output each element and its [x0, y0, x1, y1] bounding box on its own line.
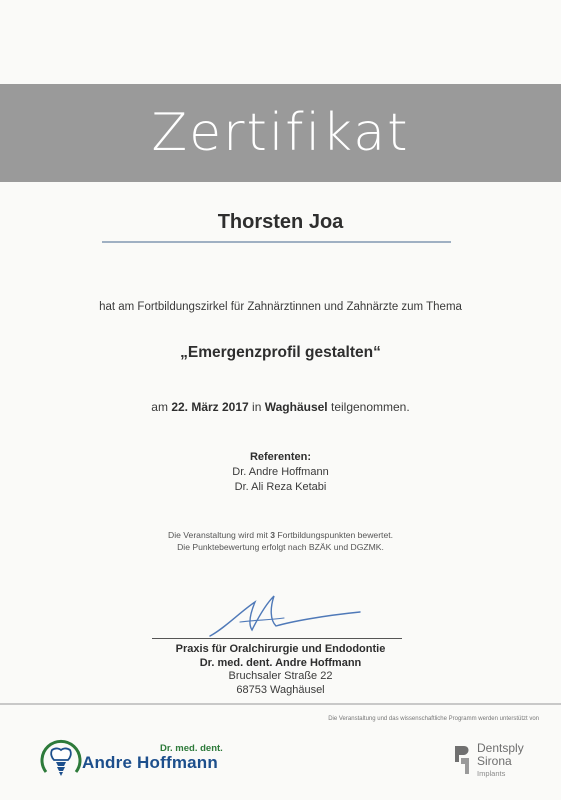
intro-text: hat am Fortbildungszirkel für Zahnärztinnen und Zahnärzte zum Thema [99, 301, 462, 313]
title-band [0, 84, 561, 182]
date-line [0, 400, 561, 414]
logo-name: Andre Hoffmann [82, 753, 218, 772]
points-count: 3 [270, 530, 275, 540]
event-place: Waghäusel [264, 400, 328, 414]
practice-doctor: Dr. med. dent. Andre Hoffmann [199, 656, 362, 669]
practice-street: Bruchsaler Straße 22 [228, 670, 333, 682]
date-prefix: am [151, 400, 168, 414]
referents-heading: Referenten: [249, 451, 312, 463]
tooth-implant-icon [38, 738, 84, 784]
referents-block [0, 450, 561, 495]
implants-word: Implants [477, 769, 506, 778]
signature-line [152, 638, 402, 639]
points-line-1 [0, 530, 561, 542]
date-suffix: teilgenommen. [330, 400, 410, 414]
dentsply-word: Dentsply [477, 741, 524, 755]
recipient-name: Thorsten Joa [217, 211, 344, 233]
points-note [0, 530, 561, 553]
topic-title: „Emergenzprofil gestalten“ [180, 344, 381, 361]
name-underline [102, 241, 451, 243]
date-mid: in [252, 400, 262, 414]
certificate-title: Zertifikat [151, 103, 410, 163]
logo-subtitle: Dr. med. dent. [160, 743, 223, 754]
event-date: 22. März 2017 [171, 400, 249, 414]
practice-city: 68753 Waghäusel [236, 683, 325, 696]
signature [200, 590, 370, 640]
support-note: Die Veranstaltung und das wissenschaftliche Programm werden unterstützt von [328, 716, 539, 722]
dentsply-sirona-logo [452, 740, 547, 785]
referent-name: Dr. Ali Reza Ketabi [234, 481, 327, 493]
points-suffix: Fortbildungspunkten bewertet. [277, 530, 393, 540]
points-line-2: Die Punktebewertung erfolgt nach BZÄK und DGZMK. [177, 541, 384, 552]
practice-name: Praxis für Oralchirurgie und Endodontie [175, 643, 386, 655]
referent-name: Dr. Andre Hoffmann [232, 466, 329, 478]
points-prefix: Die Veranstaltung wird mit [168, 530, 268, 540]
dentsply-mark-icon [452, 742, 472, 778]
sirona-word: Sirona [477, 754, 512, 768]
practice-address [0, 643, 561, 697]
footer-divider [0, 703, 561, 705]
hoffmann-logo [38, 738, 238, 788]
